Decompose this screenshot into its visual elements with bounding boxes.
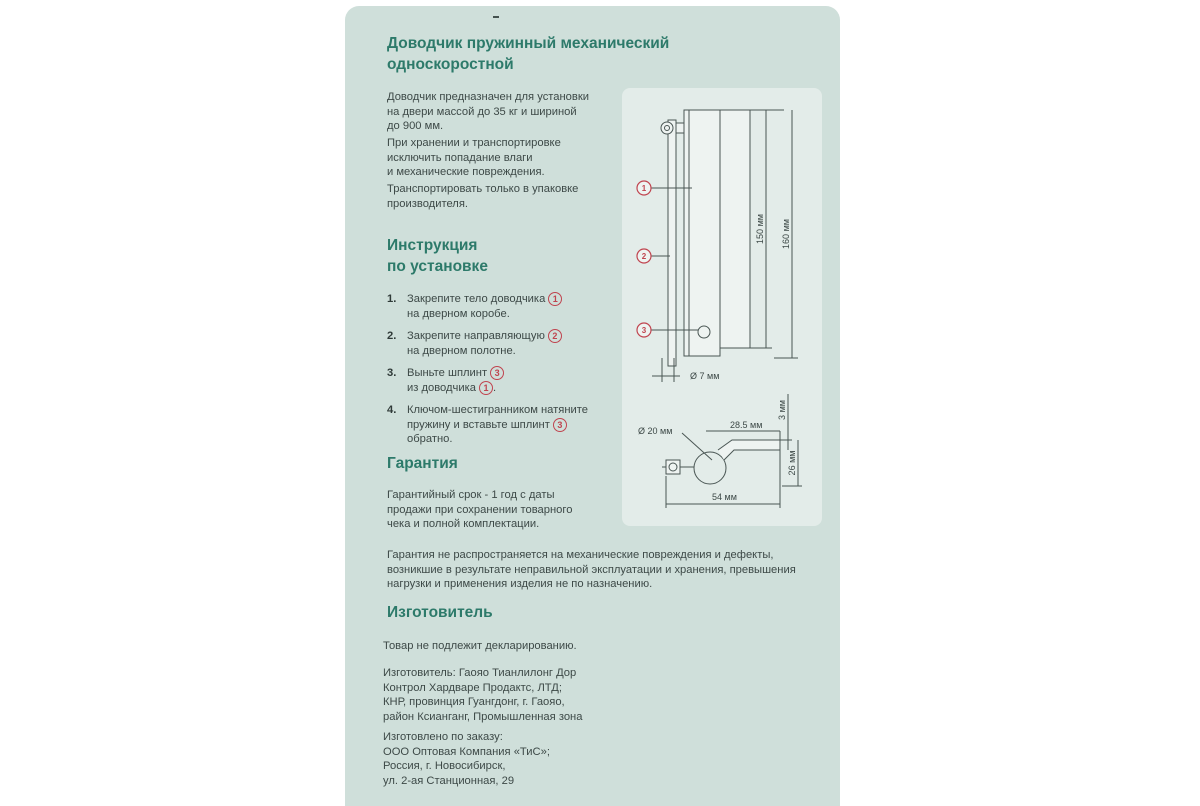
- arm-pivot: [666, 460, 680, 474]
- part-callout-badge: 2: [548, 329, 562, 343]
- warranty-heading: Гарантия: [387, 455, 458, 472]
- product-title: Доводчик пружинный механический односкоростной: [387, 35, 670, 73]
- closer-diagram-panel: [622, 88, 822, 526]
- instruction-step: [387, 403, 627, 447]
- warranty-text: Гарантийный срок - 1 год с даты продажи при сохранении товарного чека и полной комплектации.: [387, 489, 573, 530]
- part-callout-badge: 3: [490, 366, 504, 380]
- part-callout-badge: 1: [548, 292, 562, 306]
- callout-2-label: 2: [641, 252, 647, 261]
- closer-body: [668, 120, 676, 366]
- step-text: Закрепите тело доводчика: [407, 293, 546, 305]
- step-text: Выньте шплинт: [407, 367, 488, 379]
- step-text: пружину и вставьте шплинт: [407, 418, 550, 431]
- mount-plate: [720, 110, 750, 348]
- step-line: [407, 381, 627, 396]
- intro-paragraph-2: При хранении и транспортировке исключить попадание влаги и механические повреждения.: [387, 137, 561, 178]
- step-text: Закрепите направляющую: [407, 330, 545, 342]
- warranty-note: Гарантия не распространяется на механические повреждения и дефекты, возникшие в результате неправильной эксплуатации и хранения, превышения нагрузки и применения изделия не по назначению.: [387, 549, 796, 590]
- step-text: обратно.: [407, 433, 453, 445]
- dim-26-label: 26 мм: [787, 450, 797, 476]
- callout-1-label: 1: [641, 184, 647, 193]
- intro-paragraph-3: Транспортировать только в упаковке производителя.: [387, 183, 579, 210]
- arm-roller: [694, 452, 726, 484]
- instructions-heading: Инструкция по установке: [387, 237, 488, 275]
- step-number: 1.: [387, 293, 397, 305]
- step-line: [407, 344, 627, 359]
- step-number: 3.: [387, 367, 397, 379]
- step-text: из доводчика: [407, 381, 476, 394]
- step-line: [407, 329, 627, 344]
- declaration-text: Товар не подлежит декларированию.: [383, 640, 577, 652]
- dia7-label: Ø 7 мм: [690, 371, 720, 381]
- dim-285-label: 28.5 мм: [730, 420, 763, 430]
- dim-3-label: 3 мм: [777, 400, 787, 420]
- dia20-label: Ø 20 мм: [638, 426, 673, 436]
- instruction-steps-list: [387, 292, 627, 455]
- step-line: [407, 307, 627, 322]
- dim-54-label: 54 мм: [712, 492, 737, 502]
- step-line: [407, 432, 627, 447]
- part-callout-badge: 3: [553, 418, 567, 432]
- top-bracket: [676, 123, 684, 133]
- instruction-card: [345, 6, 840, 806]
- step-suffix: .: [493, 381, 497, 394]
- manufacturer-heading: Изготовитель: [387, 604, 493, 621]
- step-number: 2.: [387, 330, 397, 342]
- step-text: Ключом-шестигранником натяните: [407, 404, 588, 416]
- manufacturer-address: Изготовитель: Гаояо Тианлилонг Дор Контрол Хардваре Продактс, ЛТД; КНР, провинция Гуангдонг, г. Гаояо, район Ксианганг, Промышленная зона: [383, 667, 583, 723]
- part-callout-badge: 1: [479, 381, 493, 395]
- step-text: на дверном полотне.: [407, 344, 516, 357]
- callout-3-label: 3: [641, 326, 647, 335]
- step-line: [407, 418, 627, 433]
- intro-paragraph-1: Доводчик предназначен для установки на двери массой до 35 кг и шириной до 900 мм.: [387, 91, 589, 132]
- step-line: [407, 292, 627, 307]
- top-pin: [661, 122, 673, 134]
- instruction-step: [387, 366, 627, 395]
- ordered-by-address: Изготовлено по заказу: ООО Оптовая Компания «ТиС»; Россия, г. Новосибирск, ул. 2-ая Станционная, 29: [383, 731, 550, 787]
- step-line: [407, 366, 627, 381]
- dim-150-label: 150 мм: [755, 214, 765, 244]
- arm-bracket: [718, 440, 780, 460]
- instruction-step: [387, 329, 627, 358]
- step-number: 4.: [387, 404, 397, 416]
- top-mark: [493, 16, 499, 18]
- instruction-step: [387, 292, 627, 321]
- step-line: [407, 403, 627, 418]
- dim-160-label: 160 мм: [781, 219, 791, 249]
- step-text: на дверном коробе.: [407, 307, 510, 320]
- dia20-leader: [682, 433, 712, 460]
- closer-technical-drawing: [622, 88, 822, 526]
